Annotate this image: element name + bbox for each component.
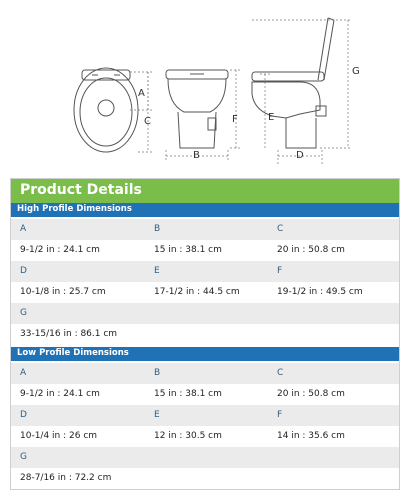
low-profile-cell: 20 in : 50.8 cm xyxy=(277,389,345,399)
front-view-dimension-lines xyxy=(166,70,242,160)
dimension-label-e: E xyxy=(268,112,275,123)
product-details-panel xyxy=(10,178,400,490)
low-profile-row-value-g xyxy=(11,468,399,489)
low-profile-cell: 28-7/16 in : 72.2 cm xyxy=(20,473,112,483)
high-profile-cell: 10-1/8 in : 25.7 cm xyxy=(20,287,106,297)
high-profile-cell: 9-1/2 in : 24.1 cm xyxy=(20,245,100,255)
low-profile-cell: 12 in : 30.5 cm xyxy=(154,431,222,441)
dimension-label-a: A xyxy=(138,88,145,99)
high-profile-row-letters-def xyxy=(11,261,399,282)
high-profile-cell: E xyxy=(154,266,160,276)
low-profile-cell: 10-1/4 in : 26 cm xyxy=(20,431,98,441)
low-profile-row-values-abc xyxy=(11,384,399,405)
low-profile-cell: D xyxy=(20,410,27,420)
high-profile-row-letter-g xyxy=(11,303,399,324)
side-view-dimension-lines xyxy=(252,20,352,164)
high-profile-cell: A xyxy=(20,224,27,234)
dimension-label-f: F xyxy=(232,114,238,125)
low-profile-section-title: Low Profile Dimensions xyxy=(17,348,129,358)
low-profile-cell: 14 in : 35.6 cm xyxy=(277,431,345,441)
low-profile-cell: 9-1/2 in : 24.1 cm xyxy=(20,389,100,399)
low-profile-cell: G xyxy=(20,452,27,462)
toilet-dimension-diagram xyxy=(0,0,408,168)
low-profile-section-header xyxy=(11,347,399,361)
low-profile-row-letters-def xyxy=(11,405,399,426)
high-profile-cell: 15 in : 38.1 cm xyxy=(154,245,222,255)
high-profile-row-values-def xyxy=(11,282,399,303)
high-profile-cell: 20 in : 50.8 cm xyxy=(277,245,345,255)
product-details-header xyxy=(11,179,399,203)
high-profile-cell: C xyxy=(277,224,284,234)
high-profile-section-header xyxy=(11,203,399,217)
low-profile-cell: A xyxy=(20,368,27,378)
front-view-drawing xyxy=(166,70,228,148)
low-profile-cell: C xyxy=(277,368,284,378)
dimension-label-g: G xyxy=(352,66,360,77)
low-profile-cell: 15 in : 38.1 cm xyxy=(154,389,222,399)
high-profile-cell: 19-1/2 in : 49.5 cm xyxy=(277,287,363,297)
high-profile-row-values-abc xyxy=(11,240,399,261)
high-profile-cell: 17-1/2 in : 44.5 cm xyxy=(154,287,240,297)
high-profile-row-value-g xyxy=(11,324,399,345)
top-view-dimension-lines xyxy=(130,72,152,152)
high-profile-row-letters-abc xyxy=(11,219,399,240)
dimension-label-c: C xyxy=(144,116,151,127)
toilet-drawings xyxy=(0,0,408,168)
low-profile-row-letter-g xyxy=(11,447,399,468)
low-profile-row-letters-abc xyxy=(11,363,399,384)
low-profile-cell: B xyxy=(154,368,161,378)
low-profile-cell: E xyxy=(154,410,160,420)
high-profile-cell: 33-15/16 in : 86.1 cm xyxy=(20,329,118,339)
low-profile-row-values-def xyxy=(11,426,399,447)
high-profile-section-title: High Profile Dimensions xyxy=(17,204,132,214)
high-profile-cell: D xyxy=(20,266,27,276)
low-profile-cell: F xyxy=(277,410,283,420)
top-view-drawing xyxy=(74,68,138,152)
dimension-label-b: B xyxy=(193,150,200,161)
high-profile-cell: B xyxy=(154,224,161,234)
product-details-title: Product Details xyxy=(20,182,142,198)
high-profile-cell: G xyxy=(20,308,27,318)
dimension-label-d: D xyxy=(296,150,304,161)
high-profile-cell: F xyxy=(277,266,283,276)
side-view-drawing xyxy=(252,18,334,148)
